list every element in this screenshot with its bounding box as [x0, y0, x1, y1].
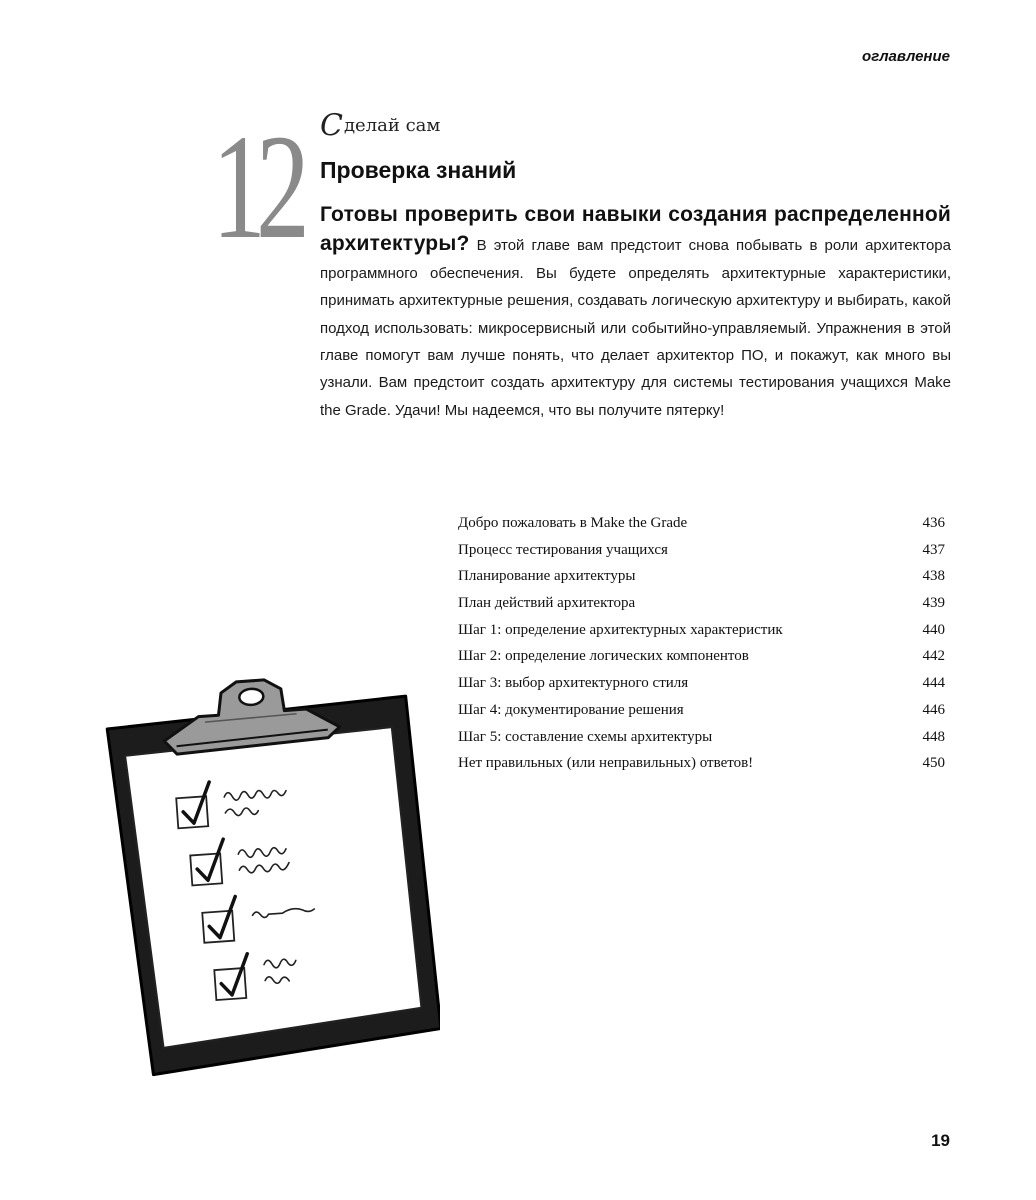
toc-entry-title: План действий архитектора [458, 595, 636, 612]
toc-entry[interactable] [458, 643, 945, 670]
intro-lead: Готовы проверить свои навыки создания распределенной архитектуры? [320, 203, 951, 256]
toc-entry-page: 450 [922, 755, 945, 772]
toc-entry-page: 436 [922, 515, 945, 531]
toc-entry-title: Шаг 2: определение логических компонентов [458, 648, 749, 665]
toc-entry-page: 442 [922, 648, 945, 665]
chapter-number: 12 [212, 104, 300, 270]
toc-entry[interactable] [458, 750, 945, 777]
toc-entry-title: Шаг 5: составление схемы архитектуры [458, 728, 713, 745]
toc-entry-page: 440 [922, 621, 945, 638]
page-number: 19 [931, 1131, 950, 1150]
toc-entry[interactable] [458, 510, 945, 537]
toc-entry-title: Шаг 1: определение архитектурных характеристик [458, 621, 783, 638]
toc-entry-page: 439 [922, 595, 945, 612]
chapter-title: Проверка знаний [320, 157, 517, 183]
toc-entry[interactable] [458, 590, 945, 617]
toc-entry-page: 438 [922, 568, 945, 585]
toc-entry-title: Процесс тестирования учащихся [458, 541, 668, 558]
toc-entry-title: Шаг 4: документирование решения [458, 701, 684, 718]
toc-entry[interactable] [458, 697, 945, 724]
chapter-kicker [320, 108, 440, 143]
kicker-text: делай сам [343, 115, 441, 136]
toc-entry-page: 444 [922, 675, 945, 692]
toc-entry[interactable] [458, 617, 945, 644]
intro-body: В этой главе вам предстоит снова побывать в роли архитектора программного обеспечения. Вы будете определять архитектурные характеристики, принимать архитектурные решения, создавать логическую архитектуру и выбирать, какой подход использовать: микросервисный или событийно-управляемый. Упражнения в этой главе помогут вам лучше понять, что делает архитектор ПО, и покажут, как много вы узнали. Вам предстоит создать архитектуру для системы тестирования учащихся Make the Grade. Удачи! Мы надеемся, что вы получите пятерку! [320, 237, 951, 419]
toc-entry-title: Шаг 3: выбор архитектурного стиля [458, 675, 689, 692]
running-header: оглавление [862, 48, 950, 65]
table-of-contents [458, 510, 945, 777]
toc-entry[interactable] [458, 724, 945, 751]
toc-entry[interactable] [458, 670, 945, 697]
toc-entry-page: 448 [922, 728, 945, 745]
toc-entry-title: Планирование архитектуры [458, 568, 636, 585]
clipboard-paper [124, 726, 423, 1049]
clipboard-illustration [100, 668, 440, 1088]
toc-entry[interactable] [458, 537, 945, 564]
toc-entry-title: Добро пожаловать в Make the Grade [458, 515, 688, 531]
toc-entry-title: Нет правильных (или неправильных) ответов! [458, 755, 754, 772]
toc-entry[interactable] [458, 563, 945, 590]
chapter-intro [320, 201, 951, 424]
kicker-initial: С [320, 108, 343, 143]
toc-entry-page: 437 [922, 541, 945, 558]
toc-entry-page: 446 [922, 701, 945, 718]
